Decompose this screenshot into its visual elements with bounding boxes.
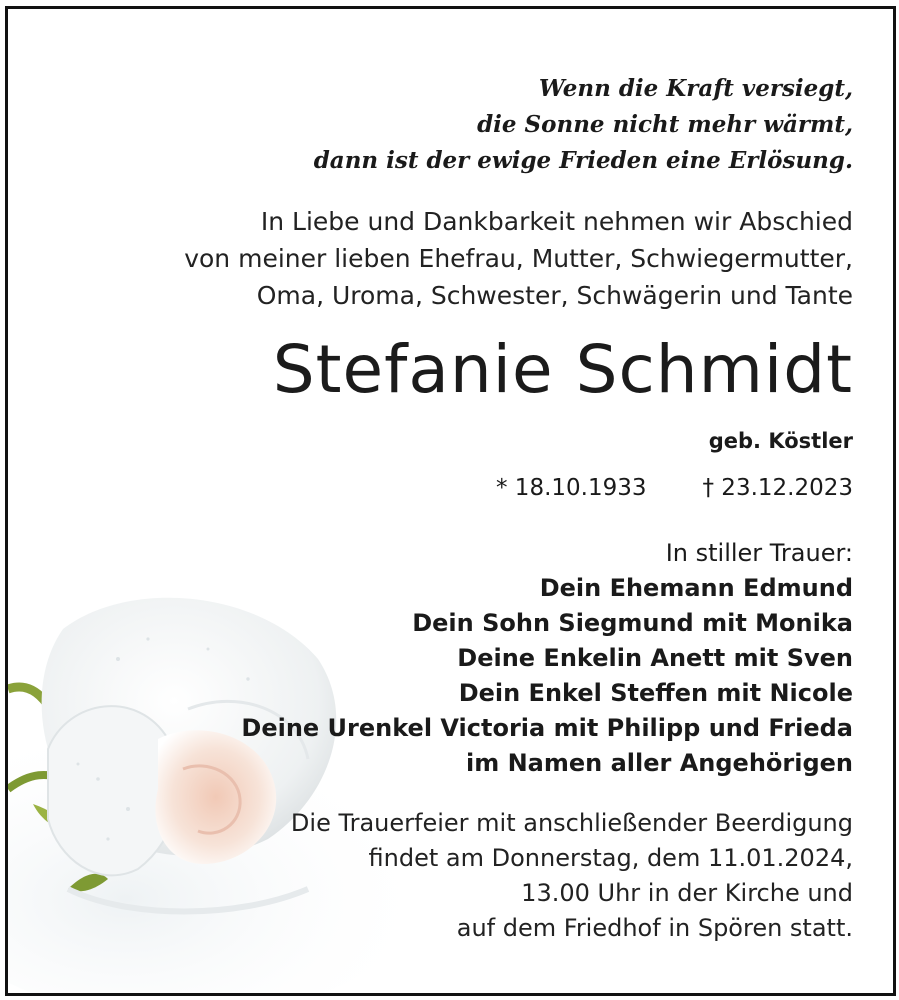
death-date: † 23.12.2023 <box>702 475 853 501</box>
mourner-line: Deine Urenkel Victoria mit Philipp und Frieda <box>241 714 853 742</box>
mourner-line: Deine Enkelin Anett mit Sven <box>457 644 853 672</box>
poem-line: die Sonne nicht mehr wärmt, <box>477 111 853 138</box>
ceremony-line: auf dem Friedhof in Spören statt. <box>456 914 853 942</box>
intro-line: In Liebe und Dankbarkeit nehmen wir Abschied <box>260 207 853 236</box>
ceremony-line: 13.00 Uhr in der Kirche und <box>521 879 853 907</box>
mourner-line: Dein Enkel Steffen mit Nicole <box>458 679 853 707</box>
obituary-frame <box>5 6 896 996</box>
poem-line: Wenn die Kraft versiegt, <box>538 75 853 102</box>
mourner-line: Dein Sohn Siegmund mit Monika <box>412 609 853 637</box>
birth-name: geb. Köstler <box>708 429 853 453</box>
deceased-name: Stefanie Schmidt <box>272 331 853 408</box>
ceremony-line: findet am Donnerstag, dem 11.01.2024, <box>368 844 853 872</box>
life-dates <box>496 475 853 501</box>
birth-date: * 18.10.1933 <box>496 475 647 501</box>
intro-line: von meiner lieben Ehefrau, Mutter, Schwiegermutter, <box>184 244 853 273</box>
mourning-heading: In stiller Trauer: <box>665 539 853 567</box>
intro-line: Oma, Uroma, Schwester, Schwägerin und Tante <box>256 281 853 310</box>
obituary-text <box>8 9 893 993</box>
poem-line: dann ist der ewige Frieden eine Erlösung. <box>313 147 853 174</box>
mourner-line: Dein Ehemann Edmund <box>539 574 853 602</box>
mourner-line: im Namen aller Angehörigen <box>465 749 853 777</box>
ceremony-line: Die Trauerfeier mit anschließender Beerdigung <box>290 809 853 837</box>
